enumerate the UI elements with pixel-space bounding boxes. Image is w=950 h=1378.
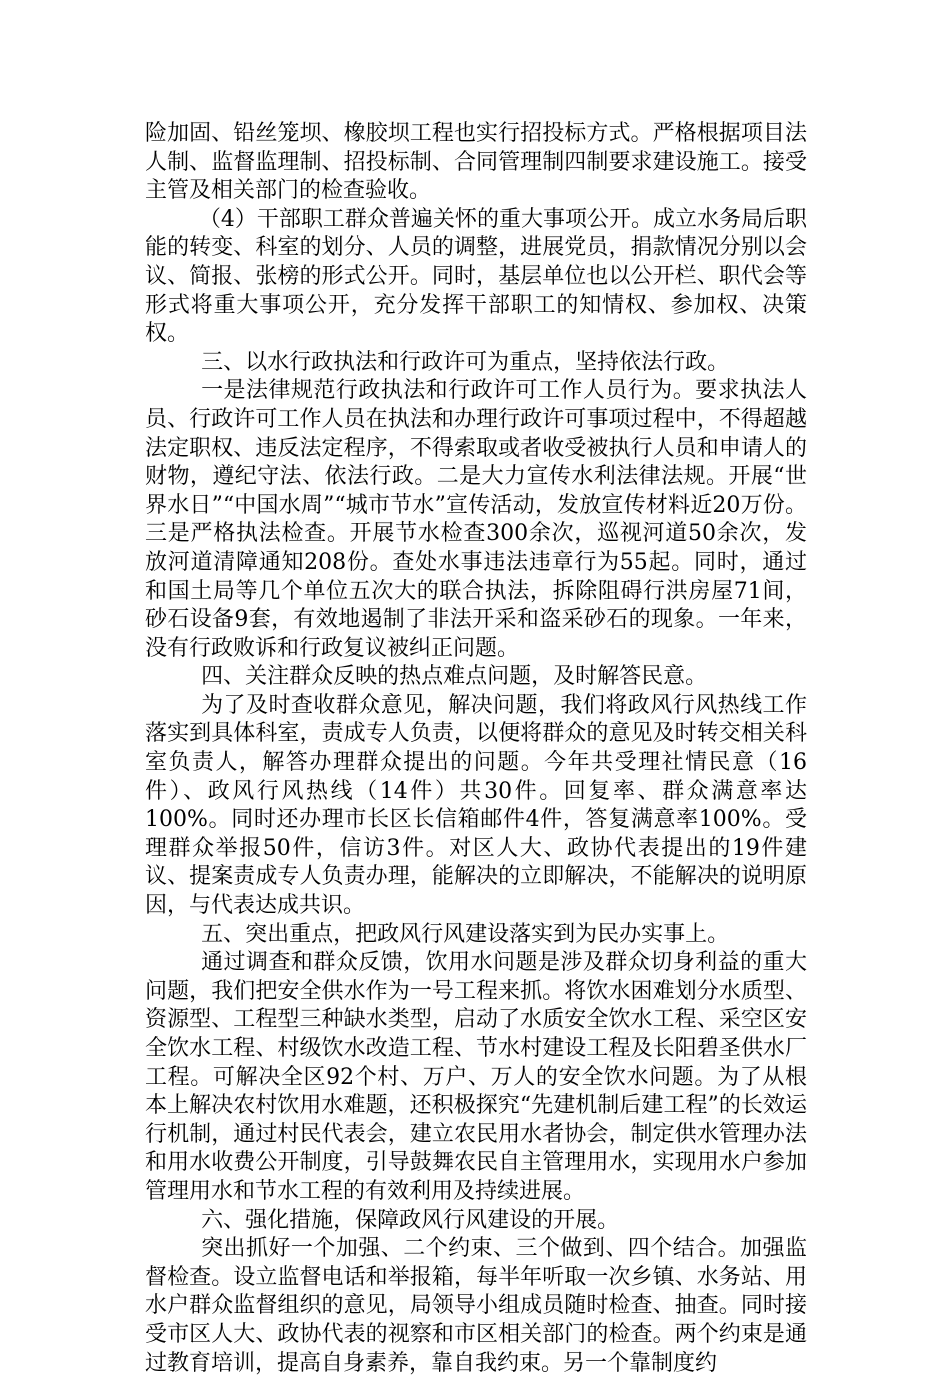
paragraph-bidding-continuation: 险加固、铅丝笼坝、橡胶坝工程也实行招投标方式。严格根据项目法人制、监督监理制、招投标制、合同管理制四制要求建设施工。接受主管及相关部门的检查验收。: [145, 121, 807, 204]
document-body: [145, 120, 807, 1378]
paragraph-measures: 突出抓好一个加强、二个约束、三个做到、四个结合。加强监督检查。设立监督电话和举报箱，每半年听取一次乡镇、水务站、用水户群众监督组织的意见，局领导小组成员随时检查、抽查。同时接受市区人大、政协代表的视察和市区相关部门的检查。两个约束是通过教育培训，提高自身素养，靠自我约束。另一个靠制度约: [145, 1236, 807, 1376]
paragraph-drinking-water: 通过调查和群众反馈，饮用水问题是涉及群众切身利益的重大问题，我们把安全供水作为一号工程来抓。将饮水困难划分水质型、资源型、工程型三种缺水类型，启动了水质安全饮水工程、采空区安全饮水工程、村级饮水改造工程、节水村建设工程及长阳碧圣供水厂工程。可解决全区92个村、万户、万人的安全饮水问题。为了从根本上解决农村饮用水难题，还积极探究“先建机制后建工程”的长效运行机制，通过村民代表会，建立农民用水者协会，制定供水管理办法和用水收费公开制度，引导鼓舞农民自主管理用水，实现用水户参加管理用水和节水工程的有效利用及持续进展。: [145, 950, 807, 1204]
paragraph-public-opinion: 为了及时查收群众意见，解决问题，我们将政风行风热线工作落实到具体科室，责成专人负责，以便将群众的意见及时转交相关科室负责人，解答办理群众提出的问题。今年共受理社情民意（16件）、政风行风热线（14件）共30件。回复率、群众满意率达100%。同时还办理市长区长信箱邮件4件，答复满意率100%。受理群众举报50件，信访3件。对区人大、政协代表提出的19件建议、提案责成专人负责办理，能解决的立即解决，不能解决的说明原因，与代表达成共识。: [145, 692, 807, 919]
section-heading-6: 六、强化措施，保障政风行风建设的开展。: [201, 1207, 620, 1233]
section-heading-3: 三、以水行政执法和行政许可为重点，坚持依法行政。: [201, 349, 730, 375]
section-heading-5: 五、突出重点，把政风行风建设落实到为民办实事上。: [201, 921, 730, 947]
paragraph-law-enforcement: 一是法律规范行政执法和行政许可工作人员行为。要求执法人员、行政许可工作人员在执法和办理行政许可事项过程中，不得超越法定职权、违反法定程序，不得索取或者收受被执行人员和申请人的财物，遵纪守法、依法行政。二是大力宣传水利法律法规。开展“世界水日”“中国水周”“城市节水”宣传活动，发放宣传材料近20万份。三是严格执法检查。开展节水检查300余次，巡视河道50余次，发放河道清障通知208份。查处水事违法违章行为55起。同时，通过和国土局等几个单位五次大的联合执法，拆除阻碍行洪房屋71间，砂石设备9套，有效地遏制了非法开采和盗采砂石的现象。一年来，没有行政败诉和行政复议被纠正问题。: [145, 378, 807, 661]
section-heading-4: 四、关注群众反映的热点难点问题，及时解答民意。: [201, 664, 708, 690]
paragraph-item-4-disclosure: （4）干部职工群众普遍关怀的重大事项公开。成立水务局后职能的转变、科室的划分、人员的调整，进展党员，捐款情况分别以会议、简报、张榜的形式公开。同时，基层单位也以公开栏、职代会等形式将重大事项公开，充分发挥干部职工的知情权、参加权、决策权。: [145, 206, 807, 347]
